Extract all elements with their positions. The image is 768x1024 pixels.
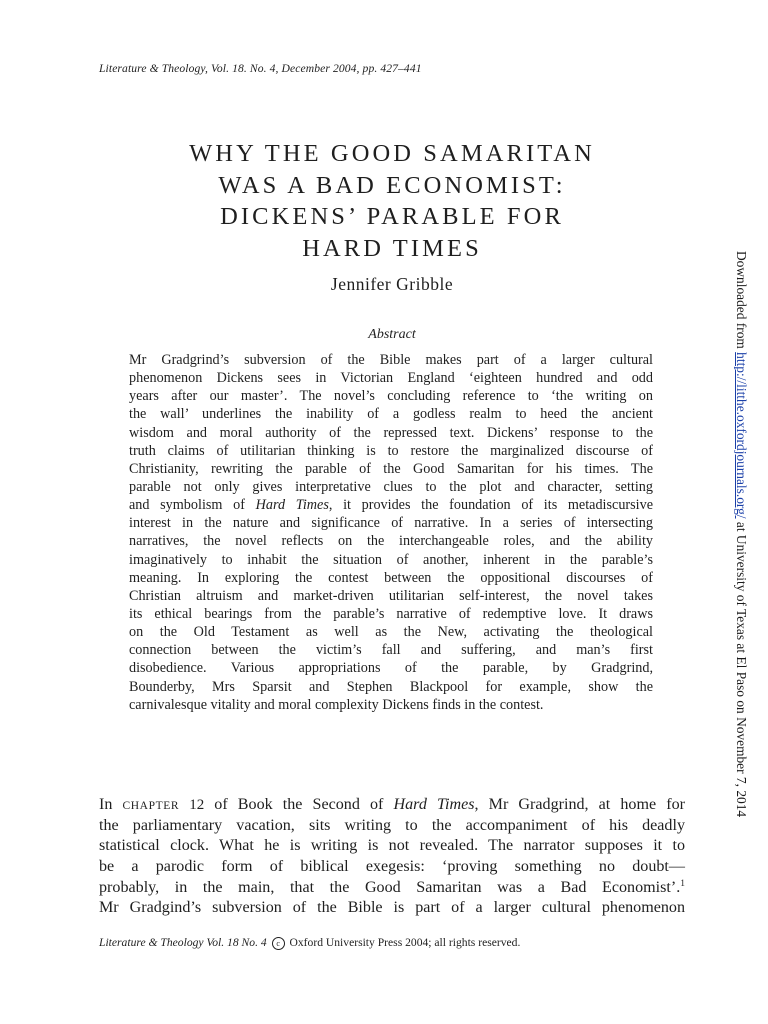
abstract-line: on the Old Testament as well as the New, activating the theological (129, 624, 653, 641)
page-footer (99, 936, 699, 950)
body-text-run: of Book the Second of (204, 796, 394, 813)
abstract-line: years after our master’. The novel’s concluding reference to ‘the writing on (129, 388, 653, 405)
body-paragraph (99, 795, 685, 919)
title-line: WHY THE GOOD SAMARITAN (189, 140, 595, 167)
body-line: be a parodic form of biblical exegesis: ‘proving something no doubt— (99, 858, 685, 876)
footer-publisher: Oxford University Press 2004; all rights reserved. (289, 936, 521, 949)
abstract-text (129, 351, 653, 714)
title-line: HARD TIMES (302, 234, 482, 262)
download-notice (733, 251, 749, 818)
title-line: DICKENS’ PARABLE FOR (220, 203, 564, 230)
abstract-line: Christian altruism and market-driven utilitarian self-interest, the novel takes (129, 587, 653, 604)
abstract-line: imaginatively to inhabit the situation of another, inherent in the parable’s (129, 551, 653, 568)
abstract-line: wisdom and moral authority of the repressed text. Dickens’ response to the (129, 424, 653, 441)
download-notice-prefix: Downloaded from (734, 251, 749, 353)
abstract-line: its ethical bearings from the parable’s narrative of redemptive love. It draws (129, 605, 653, 622)
title-line: WAS A BAD ECONOMIST: (218, 171, 566, 199)
body-line: the parliamentary vacation, sits writing to the accompaniment of his deadly (99, 816, 685, 834)
journal-url-link[interactable]: http://litthe.oxfordjournals.org/ (734, 352, 749, 519)
abstract-line: narratives, the novel reflects on the interchangeable roles, and the ability (129, 533, 653, 550)
body-line (99, 878, 685, 899)
copyright-icon: c (272, 937, 285, 950)
abstract-line: Bounderby, Mrs Sparsit and Stephen Blackpool for example, show the (129, 678, 653, 695)
abstract-line: parable not only gives interpretative clues to the plot and character, setting (129, 478, 653, 495)
abstract-line: connection between the victim’s fall and suffering, and man’s first (129, 642, 653, 659)
abstract-line: disobedience. Various appropriations of the parable, by Gradgrind, (129, 660, 653, 677)
author-name: Jennifer Gribble (330, 274, 454, 294)
abstract-text-run: and symbolism of (129, 497, 256, 514)
body-text-run: , Mr Gradgrind, at home for (474, 796, 685, 813)
abstract-line (129, 496, 653, 514)
chapter-smallcaps: CHAPTER (122, 800, 180, 812)
abstract-line: Christianity, rewriting the parable of the Good Samaritan for his times. The (129, 460, 653, 477)
book-title-italic: Hard Times (255, 497, 329, 514)
download-notice-suffix: at University of Texas at El Paso on November 7, 2014 (734, 518, 749, 818)
abstract-line: Mr Gradgrind’s subversion of the Bible makes part of a larger cultural (129, 352, 653, 368)
abstract-line: the wall’ underlines the inability of a godless realm to heed the ancient (129, 406, 653, 423)
article-title (99, 138, 685, 264)
body-line: Mr Gradgind’s subversion of the Bible is part of a larger cultural phenomenon (99, 899, 685, 917)
body-text-run: probably, in the main, that the Good Samaritan was a Bad Economist’. (99, 878, 681, 896)
abstract-line: interest in the nature and significance of narrative. In a series of intersecting (129, 515, 653, 532)
abstract-line: meaning. In exploring the contest between the oppositional discourses of (129, 569, 653, 586)
abstract-text-run: , it provides the foundation of its metadiscursive (328, 497, 653, 514)
abstract-line: carnivalesque vitality and moral complexity Dickens finds in the contest. (129, 696, 544, 713)
footer-journal: Literature & Theology Vol. 18 No. 4 (99, 936, 267, 949)
body-line: statistical clock. What he is writing is not revealed. The narrator supposes it to (99, 837, 685, 855)
body-line (99, 795, 685, 816)
chapter-opening-in: In (99, 796, 113, 813)
abstract-line: truth claims of utilitarian thinking is to restore the marginalized discourse of (129, 442, 653, 459)
chapter-number: 12 (189, 797, 205, 813)
abstract-line: phenomenon Dickens sees in Victorian England ‘eighteen hundred and odd (129, 370, 653, 387)
abstract-heading: Abstract (368, 327, 416, 342)
footnote-marker[interactable]: 1 (680, 878, 685, 889)
book-title-italic: Hard Times (393, 796, 475, 813)
running-head: Literature & Theology, Vol. 18. No. 4, December 2004, pp. 427–441 (99, 62, 422, 75)
